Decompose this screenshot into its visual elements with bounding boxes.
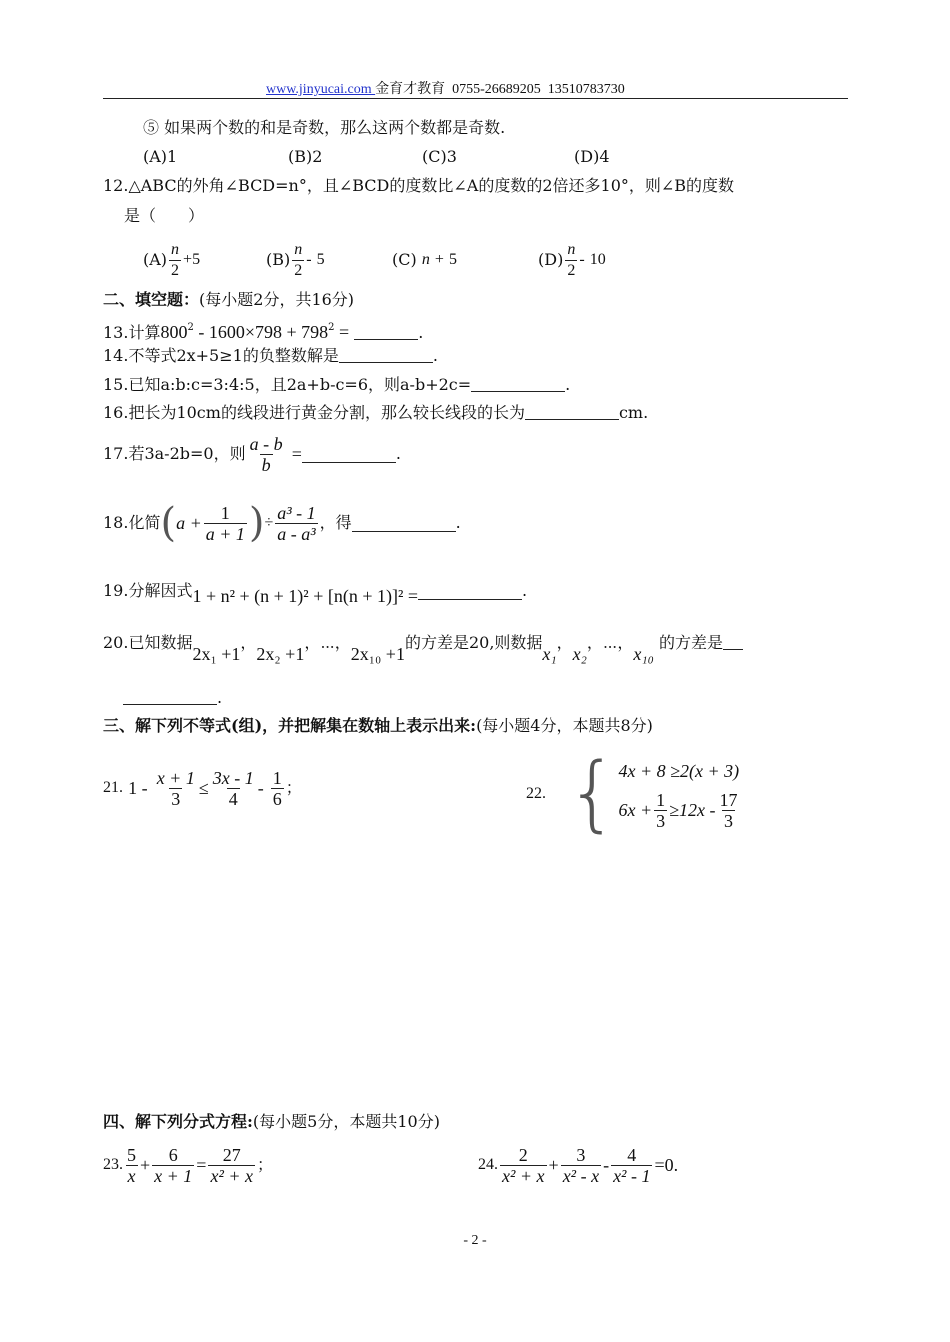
q22-row1: 4x + 8 ≥2(x + 3) [618, 760, 740, 781]
q12-option-d: (D) $\frac{n}{2}$ - 10 [538, 240, 606, 279]
q13-answer-blank[interactable] [354, 323, 418, 340]
page-header [266, 78, 625, 98]
q12-option-b: (B) $\frac{n}{2}$ - 5 [266, 240, 325, 279]
q11-option-b: (B)2 [288, 147, 323, 166]
q16: 16.把长为10cm的线段进行黄金分割，那么较长线段的长为 cm. [103, 403, 649, 422]
phone-1: 0755-26689205 [452, 82, 541, 97]
q17: 17.若3a-2b=0，则 $\frac{a - b}{b}$ = . [103, 433, 401, 475]
q24: 24. $\frac{2}{\text{x² + x}}$ + $\frac{3}{\text{x² - x}}$ - $\frac{4}{\text{x² - 1}}$ =0 . [478, 1144, 679, 1186]
q19-answer-blank[interactable] [418, 583, 522, 600]
section-4-heading: 四、解下列分式方程:(每小题5分，本题共10分) [103, 1112, 440, 1131]
q23: 23. $\frac{5}{x}$ + $\frac{6}{x + 1}$ = $\frac{27}{\text{x² + x}}$ ； [103, 1144, 273, 1186]
header-rule [103, 98, 848, 99]
q18-answer-blank[interactable] [352, 515, 456, 532]
q22: 22. { 4x + 8 ≥2(x + 3) 6x + $\frac{1}{3}$ ≥12x - $\frac{17}{3}$ [526, 746, 742, 842]
section-2-heading: 二、填空题：(每小题2分，共16分) [103, 290, 355, 309]
q11-option-c: (C)3 [422, 147, 457, 166]
q15: 15.已知a:b:c=3:4:5，且2a+b-c=6，则a-b+2c= . [103, 375, 571, 394]
q22-row2: 6x + $\frac{1}{3}$ ≥12x - $\frac{17}{3}$ [618, 789, 738, 831]
q12-option-a: (A) $\frac{n}{2}$ + 5 [143, 240, 201, 279]
q12-option-c: (C) n + 5 [392, 250, 458, 269]
q20-answer-blank-b[interactable] [123, 688, 217, 705]
q13: 13.计算$800^2 - 1600\times 798 + 798^2$ = . [103, 322, 424, 342]
q18: 18.化简 ( a + $\frac{1}{a + 1}$ ) ÷ $\frac{\text{a³ - 1}}{\text{a - a³}}$ ，得 . [103, 500, 461, 546]
q20: 20.已知数据2x₁ +1，2x₂ +1，⋯，2x₁₀ +1的方差是20,则数据x₁，x₂，⋯，x₁₀ 的方差是 [103, 632, 743, 653]
section-3-heading: 三、解下列不等式(组)，并把解集在数轴上表示出来:(每小题4分，本题共8分) [103, 716, 653, 735]
q21: 21. 1 - $\frac{x + 1}{3}$ ≤ $\frac{3x - 1}{4}$ - $\frac{1}{6}$ ； [103, 767, 302, 809]
q11-option-a: (A)1 [143, 147, 178, 166]
org-name: 金育才教育 [375, 82, 446, 97]
q11-item5: ⑤ 如果两个数的和是奇数，那么这两个数都是奇数. [143, 118, 506, 137]
website-link[interactable]: www.jinyucai.com [266, 82, 376, 97]
q20-continued: . [123, 688, 222, 708]
q12-line2: 是（ ） [124, 206, 205, 225]
q11-option-d: (D)4 [574, 147, 610, 166]
q20-answer-blank-a[interactable] [723, 633, 743, 650]
q15-answer-blank[interactable] [471, 375, 565, 392]
q14-answer-blank[interactable] [339, 346, 433, 363]
q16-answer-blank[interactable] [525, 403, 619, 420]
q19: 19.分解因式 1 + n² + (n + 1)² + [n(n + 1)]² = . [103, 581, 528, 606]
page-number: - 2 - [463, 1233, 487, 1248]
q14: 14.不等式2x+5≥1的负整数解是 . [103, 346, 438, 365]
phone-2: 13510783730 [547, 82, 625, 97]
q17-answer-blank[interactable] [302, 446, 396, 463]
q12-line1: 12.△ABC的外角∠BCD=n°，且∠BCD的度数比∠A的度数的2倍还多10°，则∠B的度数 [103, 176, 735, 195]
